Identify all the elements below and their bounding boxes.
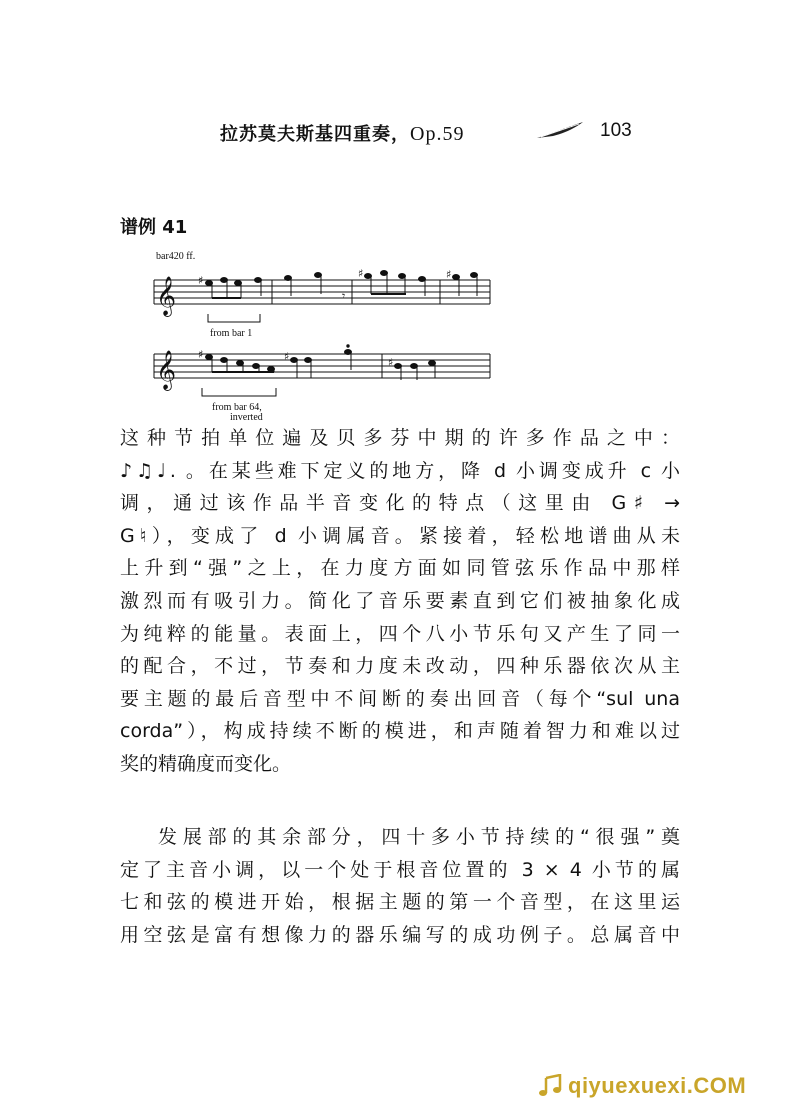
- svg-text:♯: ♯: [358, 267, 364, 280]
- running-header: [220, 120, 464, 146]
- svg-text:♯: ♯: [388, 356, 394, 369]
- text-line: 为纯粹的能量。表面上，四个八小节乐句又产生了同一: [120, 622, 680, 645]
- svg-text:♯: ♯: [284, 350, 290, 363]
- text-line: 激烈而有吸引力。简化了音乐要素直到它们被抽象化成: [120, 589, 680, 612]
- feather-ornament-icon: [535, 120, 585, 142]
- text-line: 七和弦的模进开始，根据主题的第一个音型，在这里运: [120, 891, 680, 914]
- page-number: 103: [600, 120, 632, 141]
- staff-2-notes: [198, 345, 436, 380]
- annotation-bracket-1: [208, 314, 260, 322]
- svg-text:♯: ♯: [198, 274, 204, 287]
- text-line: 定了主音小调，以一个处于根音位置的 3 × 4 小节的属: [120, 858, 680, 881]
- music-note-logo-icon: [538, 1074, 564, 1098]
- annotation-from-bar-64: from bar 64,: [212, 402, 262, 413]
- staff-2: [154, 354, 490, 378]
- treble-clef-icon: 𝄞: [156, 350, 177, 390]
- score-marking: bar420 ff.: [156, 251, 196, 262]
- text-line: 这种节拍单位遍及贝多芬中期的许多作品之中：: [120, 427, 680, 449]
- svg-text:♯: ♯: [198, 348, 204, 361]
- text-line: 上升到“强”之上，在力度方面如同管弦乐作品中那样: [120, 557, 680, 580]
- text-line: 奖的精确度而变化。: [120, 752, 292, 775]
- text-line: 调，通过该作品半音变化的特点（这里由 G♯ →: [120, 492, 680, 515]
- text-line: 用空弦是富有想像力的器乐编写的成功例子。总属音中: [120, 923, 680, 946]
- text-line: 发展部的其余部分，四十多小节持续的“很强”奠: [158, 826, 680, 848]
- svg-text:𝄾: 𝄾: [342, 289, 346, 303]
- text-line: 要主题的最后音型中不间断的奏出回音（每个“sul una: [120, 687, 680, 710]
- site-watermark: qiyuexuexi.COM: [568, 1073, 747, 1098]
- annotation-bracket-2: [202, 388, 276, 396]
- opus-number: Op.59: [410, 123, 465, 145]
- annotation-inverted: inverted: [230, 412, 263, 423]
- text-line: corda”），构成持续不断的模进，和声随着智力和难以过: [120, 720, 680, 743]
- text-line: ♪♫♩. 。在某些难下定义的地方，降 d 小调变成升 c 小: [120, 459, 680, 482]
- body-paragraph-2: [120, 821, 680, 951]
- svg-text:♯: ♯: [446, 268, 452, 281]
- staff-1: [154, 280, 490, 304]
- body-paragraph-1: [120, 422, 680, 781]
- treble-clef-icon: 𝄞: [156, 276, 177, 316]
- text-line: G♮），变成了 d 小调属音。紧接着，轻松地谱曲从未: [120, 524, 680, 547]
- example-label: 谱例 41: [120, 217, 188, 238]
- annotation-from-bar-1: from bar 1: [210, 328, 253, 339]
- book-title: 拉苏莫夫斯基四重奏，: [220, 124, 410, 145]
- text-line: 的配合，不过，节奏和力度未改动，四种乐器依次从主: [120, 655, 680, 678]
- music-score: [152, 248, 492, 423]
